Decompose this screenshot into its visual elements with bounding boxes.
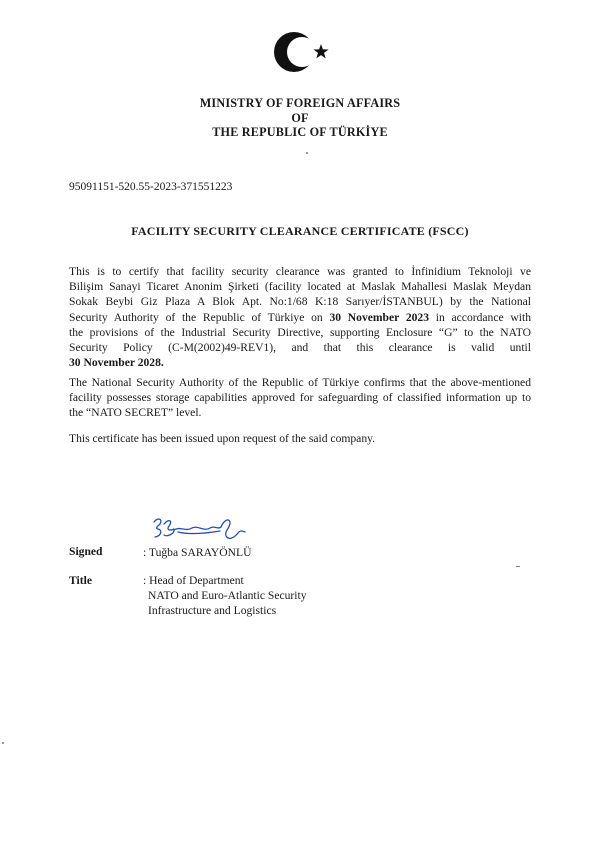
crescent-star-emblem-icon xyxy=(270,28,334,76)
title-label: Title xyxy=(69,574,92,587)
signatory-title-line-2: NATO and Euro-Atlantic Security xyxy=(148,589,307,603)
confirmation-paragraph xyxy=(69,375,531,421)
header-line-2: OF xyxy=(291,110,309,125)
paragraph2-line-2: facility possesses storage capabilities approved for safeguarding of classified information up to xyxy=(69,391,531,405)
paragraph2-line-3: the “NATO SECRET” level. xyxy=(69,406,202,420)
paragraph1-line-2: Bilişim Sanayi Ticaret Anonim Şirketi (facility located at Maslak Mahallesi Maslak Meydan xyxy=(69,280,531,294)
issued-upon-request-paragraph xyxy=(69,431,531,446)
paragraph1-line-5: the provisions of the Industrial Security Directive, supporting Enclosure “G” to the NATO xyxy=(69,325,531,339)
paragraph1-line-4-start: Security Authority of the Republic of Türkiye on xyxy=(69,310,330,324)
paragraph1-line-4-end: in accordance with xyxy=(429,310,531,324)
signatory-title-line-1: : Head of Department xyxy=(143,574,244,587)
handwritten-signature-icon xyxy=(150,512,248,546)
paragraph1-line-1: This is to certify that facility security clearance was granted to İnfinidium Teknoloji ve xyxy=(69,265,531,278)
header-line-1: MINISTRY OF FOREIGN AFFAIRS xyxy=(199,96,401,110)
paragraph3-line: This certificate has been issued upon request of the said company. xyxy=(69,432,376,445)
signed-label: Signed xyxy=(69,545,103,558)
signatory-title-line-3: Infrastructure and Logistics xyxy=(148,604,277,618)
header-line-3: THE REPUBLIC OF TÜRKİYE xyxy=(212,125,388,139)
paragraph2-line-1: The National Security Authority of the Republic of Türkiye confirms that the above-mentioned xyxy=(69,376,531,389)
certification-paragraph xyxy=(69,264,531,370)
scan-speck xyxy=(516,566,520,567)
reference-number: 95091151-520.55-2023-371551223 xyxy=(69,181,233,193)
paragraph1-line-7 xyxy=(69,355,531,370)
paragraph1-line-3: Sokak Beybi Giz Plaza A Blok Apt. No:1/68 K:18 Sarıyer/İSTANBUL) by the National xyxy=(69,295,531,309)
paragraph1-line-7-period: . xyxy=(160,356,164,370)
scan-speck xyxy=(306,152,308,154)
signatory-name: : Tuğba SARAYÖNLÜ xyxy=(143,546,252,559)
signatory-title xyxy=(143,573,307,619)
paragraph1-line-4 xyxy=(69,310,531,325)
certificate-title: FACILITY SECURITY CLEARANCE CERTIFICATE (FSCC) xyxy=(131,224,469,238)
paragraph1-line-6: Security Policy (C-M(2002)49-REV1), and that this clearance is valid until xyxy=(69,341,531,355)
ministry-header xyxy=(0,96,600,140)
clearance-granted-date: 30 November 2023 xyxy=(329,310,430,324)
clearance-valid-until-date: 30 November 2028 xyxy=(69,356,161,370)
scan-speck xyxy=(2,742,4,744)
